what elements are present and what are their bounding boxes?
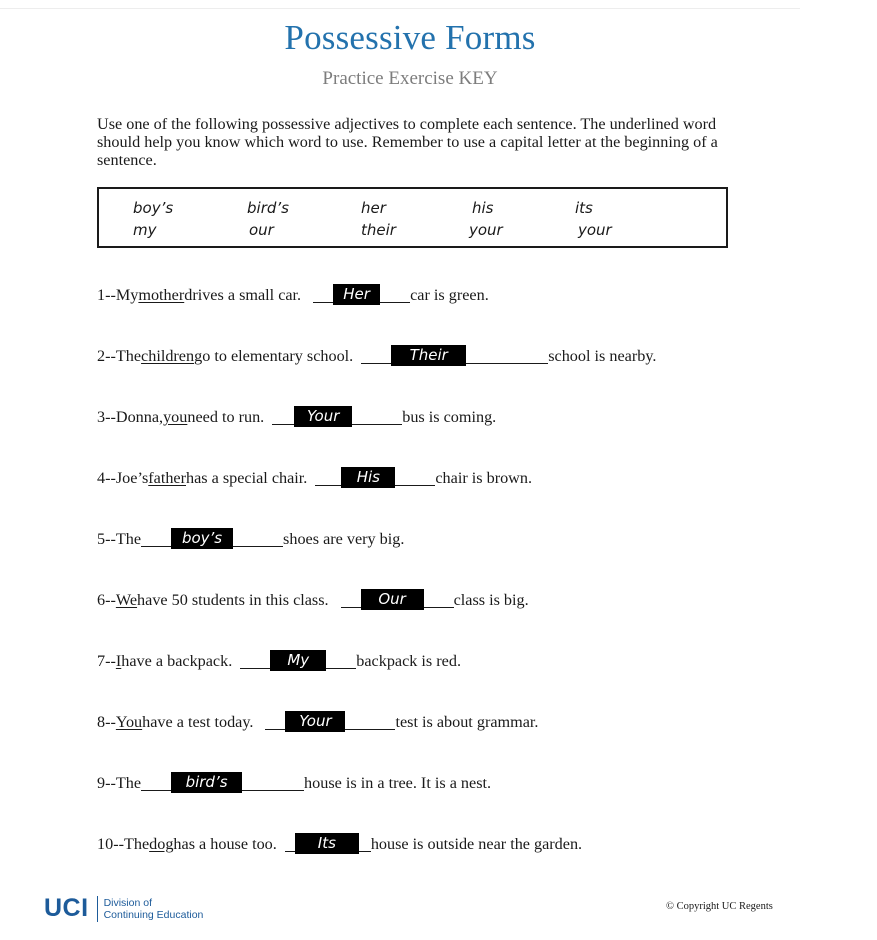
question-row (97, 833, 582, 855)
question-row (97, 284, 489, 306)
logo-divider (97, 896, 98, 922)
uci-logo-subtitle (104, 897, 204, 921)
question-number: 6-- (97, 591, 116, 609)
question-text-post: backpack is red. (356, 652, 461, 670)
question-row (97, 772, 491, 794)
question-row (97, 650, 461, 672)
question-row (97, 589, 529, 611)
question-key-word: You (115, 713, 143, 731)
question-text-post: house is in a tree. It is a nest. (304, 774, 492, 792)
question-text-post: bus is coming. (402, 408, 497, 426)
answer-blank (395, 468, 435, 486)
question-key-word: I (115, 652, 122, 670)
question-number: 3-- (97, 408, 116, 426)
answer-blank (326, 651, 356, 669)
answer-blank (361, 346, 391, 364)
answer-blank (272, 407, 294, 425)
question-row (97, 345, 656, 367)
question-text-pre: Joe’s (115, 469, 149, 487)
word-bank-item: his (472, 199, 494, 217)
question-text-post: chair is brown. (435, 469, 533, 487)
division-line-1: Division of (103, 896, 152, 909)
question-text-post: test is about grammar. (395, 713, 539, 731)
answer-highlight: boy’s (171, 528, 233, 549)
question-text-mid: need to run. (187, 408, 265, 426)
question-key-word: children (141, 347, 195, 365)
word-bank-item: her (361, 199, 386, 217)
answer-blank (466, 346, 548, 364)
question-text-pre: The (115, 530, 142, 548)
question-text-mid: have a backpack. (121, 652, 233, 670)
question-key-word: father (148, 469, 186, 487)
question-text-mid: has a special chair. (186, 469, 308, 487)
question-text-mid: have a test today. (142, 713, 254, 731)
question-text-post: house is outside near the garden. (370, 835, 583, 853)
question-text-pre: The (123, 835, 150, 853)
answer-highlight: Our (361, 589, 424, 610)
word-bank-item: our (249, 221, 274, 239)
word-bank-box (97, 187, 728, 248)
question-number: 4-- (97, 469, 116, 487)
question-number: 9-- (97, 774, 116, 792)
question-row (97, 467, 532, 489)
answer-highlight: Your (285, 711, 345, 732)
question-text-pre: The (115, 774, 142, 792)
top-rule (0, 8, 800, 9)
page-subtitle: Practice Exercise KEY (322, 68, 498, 89)
question-row (97, 528, 404, 550)
uci-logo-mark: UCI (44, 894, 89, 922)
question-text-post: class is big. (453, 591, 529, 609)
question-number: 5-- (97, 530, 116, 548)
division-line-2: Continuing Education (103, 908, 204, 921)
word-bank-item: my (133, 221, 157, 239)
question-key-word: dog (149, 835, 174, 853)
answer-blank (233, 529, 283, 547)
word-bank-item: your (578, 221, 612, 239)
word-bank-item: your (469, 221, 503, 239)
answer-highlight: Their (391, 345, 466, 366)
question-key-word: mother (138, 286, 185, 304)
answer-blank (285, 834, 295, 852)
question-text-mid: go to elementary school. (194, 347, 354, 365)
question-number: 10-- (97, 835, 124, 853)
answer-blank (352, 407, 402, 425)
question-text-mid: has a house too. (173, 835, 277, 853)
answer-blank (424, 590, 454, 608)
answer-blank (380, 285, 410, 303)
question-row (97, 711, 538, 733)
word-bank-item: its (575, 199, 593, 217)
instructions-text: Use one of the following possessive adjectives to complete each sentence. The underlined word should help you know which word to use. Remember to use a capital letter at the beginning of a sentence. (97, 115, 718, 169)
answer-blank (341, 590, 361, 608)
answer-blank (141, 529, 171, 547)
answer-blank (265, 712, 285, 730)
question-text-post: shoes are very big. (283, 530, 405, 548)
question-text-pre: The (115, 347, 142, 365)
word-bank-item: bird’s (247, 199, 289, 217)
answer-blank (240, 651, 270, 669)
word-bank-item: boy’s (133, 199, 174, 217)
question-text-post: car is green. (410, 286, 489, 304)
answer-highlight: Your (294, 406, 352, 427)
question-row (97, 406, 496, 428)
question-text-post: school is nearby. (548, 347, 657, 365)
answer-highlight: My (270, 650, 326, 671)
question-text-pre: My (115, 286, 139, 304)
answer-highlight: His (341, 467, 395, 488)
answer-highlight: bird’s (171, 772, 242, 793)
answer-highlight: Her (333, 284, 380, 305)
question-number: 1-- (97, 286, 116, 304)
answer-blank (313, 285, 333, 303)
copyright-notice: © Copyright UC Regents (666, 901, 773, 912)
question-text-mid: have 50 students in this class. (137, 591, 329, 609)
answer-blank (242, 773, 304, 791)
answer-blank (345, 712, 395, 730)
question-number: 8-- (97, 713, 116, 731)
page-title: Possessive Forms (284, 18, 536, 57)
answer-blank (141, 773, 171, 791)
question-text-mid: drives a small car. (184, 286, 302, 304)
question-number: 7-- (97, 652, 116, 670)
word-bank-item: their (361, 221, 396, 239)
answer-blank (359, 834, 371, 852)
question-key-word: We (115, 591, 138, 609)
question-number: 2-- (97, 347, 116, 365)
question-key-word: you (163, 408, 188, 426)
answer-blank (315, 468, 341, 486)
uci-logo (44, 894, 203, 923)
answer-highlight: Its (295, 833, 359, 854)
question-text-pre: Donna, (115, 408, 164, 426)
